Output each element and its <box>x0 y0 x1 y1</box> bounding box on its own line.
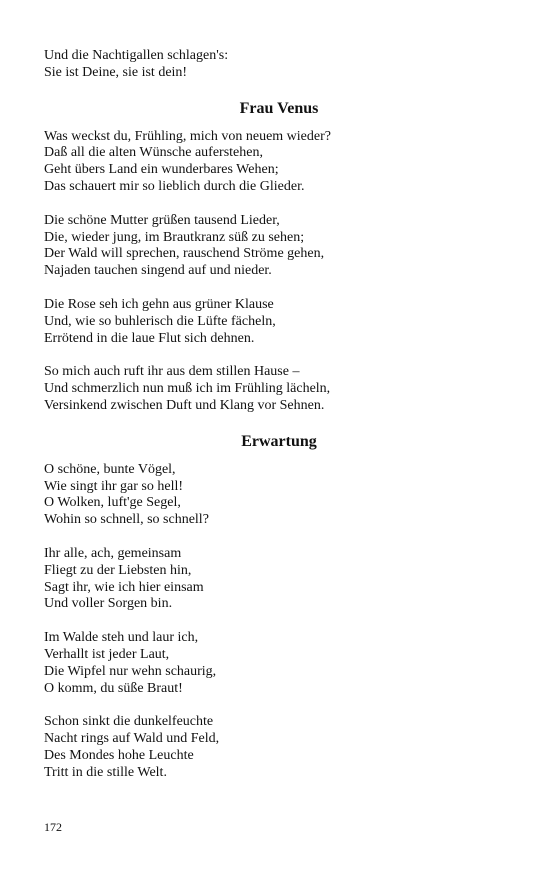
verse-line: Und schmerzlich nun muß ich im Frühling lächeln, <box>44 381 331 397</box>
stanza <box>44 630 514 697</box>
verse-line: O schöne, bunte Vögel, <box>44 461 176 477</box>
page-number: 172 <box>44 820 62 834</box>
verse-line: Die schöne Mutter grüßen tausend Lieder, <box>44 212 280 228</box>
verse-line: Im Walde steh und laur ich, <box>44 630 199 646</box>
verse-line: Wohin so schnell, so schnell? <box>44 512 209 528</box>
verse-line: Fliegt zu der Liebsten hin, <box>44 562 192 578</box>
stanza <box>44 714 514 781</box>
fragment-stanza <box>44 48 514 82</box>
verse-line: So mich auch ruft ihr aus dem stillen Hause – <box>44 364 300 380</box>
stanza <box>44 129 514 196</box>
verse-line: Die Wipfel nur wehn schaurig, <box>44 663 217 679</box>
stanza <box>44 364 514 414</box>
verse-line: Sagt ihr, wie ich hier einsam <box>44 579 204 595</box>
poem-erwartung <box>44 432 514 782</box>
verse-line: Verhallt ist jeder Laut, <box>44 646 170 662</box>
verse-line: Die, wieder jung, im Brautkranz süß zu sehen; <box>44 229 305 245</box>
page-content <box>44 48 514 782</box>
verse-line: Des Mondes hohe Leuchte <box>44 747 194 763</box>
verse-line: Das schauert mir so lieblich durch die Glieder. <box>44 178 305 194</box>
verse-line: Geht übers Land ein wunderbares Wehen; <box>44 162 279 178</box>
verse-line: Was weckst du, Frühling, mich von neuem wieder? <box>44 128 331 144</box>
verse-line: Schon sinkt die dunkelfeuchte <box>44 714 214 730</box>
verse-line: Errötend in die laue Flut sich dehnen. <box>44 330 255 346</box>
stanza <box>44 297 514 347</box>
poem-frau-venus <box>44 99 514 415</box>
stanza <box>44 213 514 280</box>
verse-line: Wie singt ihr gar so hell! <box>44 478 184 494</box>
verse-line: Versinkend zwischen Duft und Klang vor Sehnen. <box>44 397 325 413</box>
verse-line: Und die Nachtigallen schlagen's: <box>44 48 229 63</box>
verse-line: O komm, du süße Braut! <box>44 680 183 696</box>
verse-line: Nacht rings auf Wald und Feld, <box>44 731 220 747</box>
stanza <box>44 546 514 613</box>
verse-line: Ihr alle, ach, gemeinsam <box>44 545 182 561</box>
verse-line: Sie ist Deine, sie ist dein! <box>44 64 188 80</box>
verse-line: O Wolken, luft'ge Segel, <box>44 495 181 511</box>
verse-line: Die Rose seh ich gehn aus grüner Klause <box>44 296 274 312</box>
verse-line: Najaden tauchen singend auf und nieder. <box>44 263 272 279</box>
verse-line: Daß all die alten Wünsche auferstehen, <box>44 145 263 161</box>
verse-line: Tritt in die stille Welt. <box>44 764 167 780</box>
poem-title: Erwartung <box>241 432 317 450</box>
stanza <box>44 462 514 529</box>
poem-title: Frau Venus <box>239 99 319 117</box>
verse-line: Und, wie so buhlerisch die Lüfte fächeln, <box>44 313 276 329</box>
verse-line: Der Wald will sprechen, rauschend Ströme gehen, <box>44 246 325 262</box>
verse-line: Und voller Sorgen bin. <box>44 596 173 612</box>
